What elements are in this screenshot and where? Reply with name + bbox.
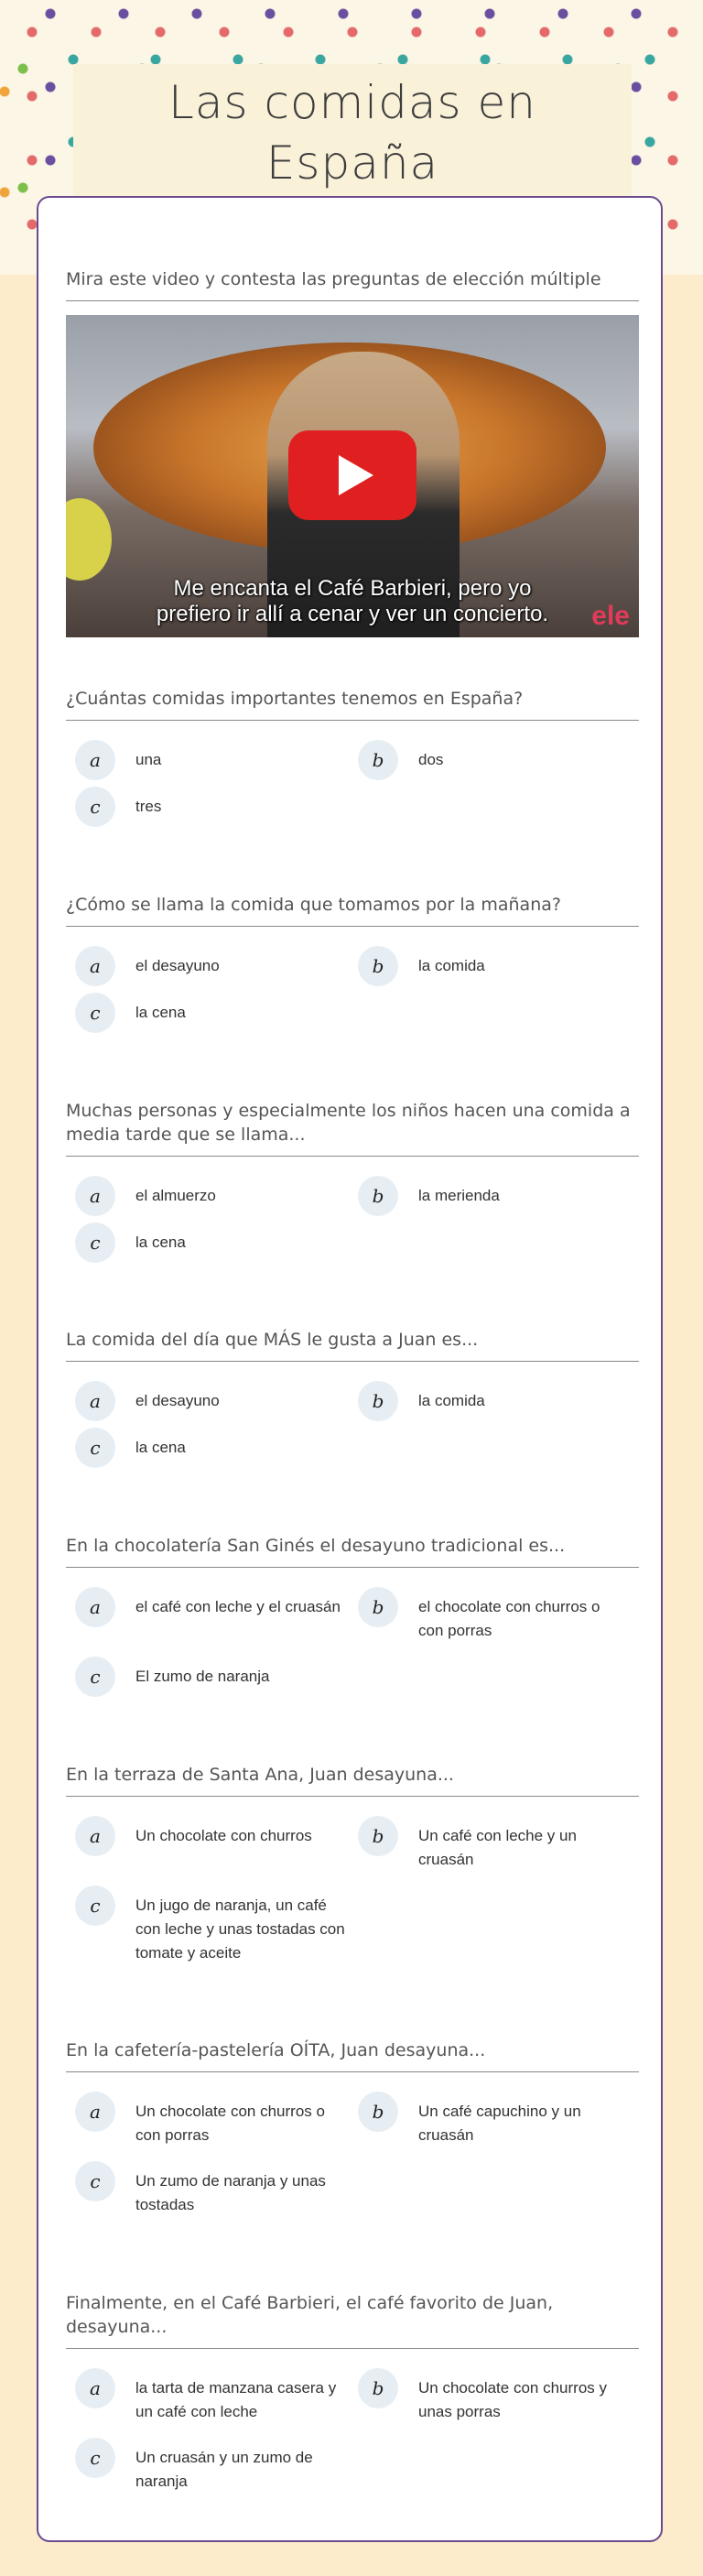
page-title: Las comidas en España: [168, 76, 536, 190]
question-text: Muchas personas y especialmente los niños hacen una comida a media tarde que se llama...: [66, 1099, 639, 1157]
question-6: [66, 1763, 639, 1962]
option-letter: c: [75, 1428, 115, 1468]
question-5: [66, 1534, 639, 1688]
option-b[interactable]: [358, 1176, 629, 1216]
video-subtitle: Me encanta el Café Barbieri, pero yo prefiero ir allí a cenar y ver un concierto.: [156, 576, 549, 626]
option-letter: a: [75, 1176, 115, 1216]
option-label: Un cruasán y un zumo de naranja: [135, 2449, 313, 2490]
option-letter: b: [358, 1176, 398, 1216]
option-label: Un chocolate con churros: [135, 1827, 312, 1844]
option-c[interactable]: [75, 993, 346, 1033]
option-label: la cena: [135, 1004, 186, 1021]
option-letter: c: [75, 2438, 115, 2478]
option-letter: a: [75, 1381, 115, 1421]
option-a[interactable]: [75, 1381, 346, 1421]
option-b[interactable]: [358, 1816, 629, 1872]
option-a[interactable]: [75, 1587, 346, 1627]
option-c[interactable]: [75, 787, 346, 827]
play-button[interactable]: [288, 430, 416, 520]
option-label: el desayuno: [135, 1392, 220, 1409]
question-4: [66, 1328, 639, 1459]
option-b[interactable]: [358, 1381, 629, 1421]
option-letter: c: [75, 1657, 115, 1697]
option-b[interactable]: [358, 2092, 629, 2147]
option-label: el café con leche y el cruasán: [135, 1598, 341, 1615]
worksheet-card: [37, 196, 663, 2542]
question-1: [66, 687, 639, 818]
option-b[interactable]: [358, 946, 629, 986]
option-label: Un chocolate con churros o con porras: [135, 2103, 325, 2144]
option-letter: a: [75, 1587, 115, 1627]
question-text: Finalmente, en el Café Barbieri, el café favorito de Juan, desayuna...: [66, 2291, 639, 2349]
option-letter: b: [358, 2092, 398, 2132]
question-text: La comida del día que MÁS le gusta a Juan es...: [66, 1328, 639, 1362]
question-2: [66, 893, 639, 1024]
option-label: dos: [418, 751, 444, 768]
option-letter: b: [358, 946, 398, 986]
option-label: Un jugo de naranja, un café con leche y unas tostadas con tomate y aceite: [135, 1897, 345, 1962]
question-text: En la terraza de Santa Ana, Juan desayuna...: [66, 1763, 639, 1797]
video-player[interactable]: [66, 315, 639, 637]
option-letter: c: [75, 1223, 115, 1263]
title-banner: [73, 64, 632, 201]
option-label: Un café con leche y un cruasán: [418, 1827, 577, 1868]
video-logo: ele: [591, 601, 630, 631]
play-icon: [339, 455, 373, 495]
option-label: el desayuno: [135, 957, 220, 974]
option-a[interactable]: [75, 946, 346, 986]
option-b[interactable]: [358, 2368, 629, 2424]
option-label: el almuerzo: [135, 1187, 216, 1204]
option-c[interactable]: [75, 2161, 346, 2217]
option-label: la merienda: [418, 1187, 500, 1204]
option-label: tres: [135, 798, 162, 815]
option-letter: a: [75, 740, 115, 780]
option-label: Un zumo de naranja y unas tostadas: [135, 2172, 326, 2213]
question-text: ¿Cuántas comidas importantes tenemos en España?: [66, 687, 639, 721]
option-label: el chocolate con churros o con porras: [418, 1598, 600, 1639]
option-c[interactable]: [75, 1223, 346, 1263]
option-c[interactable]: [75, 1428, 346, 1468]
instruction-text: Mira este video y contesta las preguntas de elección múltiple: [66, 269, 639, 301]
option-letter: c: [75, 1886, 115, 1926]
option-letter: b: [358, 2368, 398, 2408]
option-a[interactable]: [75, 2092, 346, 2147]
option-letter: b: [358, 1587, 398, 1627]
option-a[interactable]: [75, 2368, 346, 2424]
option-b[interactable]: [358, 1587, 629, 1643]
option-label: la cena: [135, 1234, 186, 1251]
option-a[interactable]: [75, 1176, 346, 1216]
question-8: [66, 2291, 639, 2490]
option-letter: c: [75, 2161, 115, 2201]
option-letter: a: [75, 2368, 115, 2408]
option-label: Un chocolate con churros y unas porras: [418, 2379, 607, 2420]
option-a[interactable]: [75, 1816, 346, 1856]
option-label: Un café capuchino y un cruasán: [418, 2103, 581, 2144]
option-letter: b: [358, 740, 398, 780]
option-label: una: [135, 751, 162, 768]
option-label: El zumo de naranja: [135, 1668, 270, 1685]
option-a[interactable]: [75, 740, 346, 780]
question-text: En la chocolatería San Ginés el desayuno tradicional es...: [66, 1534, 639, 1568]
option-label: la cena: [135, 1439, 186, 1456]
option-letter: a: [75, 2092, 115, 2132]
option-letter: b: [358, 1816, 398, 1856]
video-thumbnail-apple: [66, 498, 112, 581]
option-letter: c: [75, 993, 115, 1033]
option-letter: a: [75, 946, 115, 986]
question-text: En la cafetería-pastelería OÍTA, Juan desayuna...: [66, 2038, 639, 2072]
option-label: la comida: [418, 1392, 485, 1409]
option-letter: c: [75, 787, 115, 827]
option-letter: b: [358, 1381, 398, 1421]
option-letter: a: [75, 1816, 115, 1856]
option-label: la tarta de manzana casera y un café con leche: [135, 2379, 337, 2420]
option-c[interactable]: [75, 1657, 346, 1697]
option-c[interactable]: [75, 1886, 346, 1965]
question-7: [66, 2038, 639, 2213]
question-text: ¿Cómo se llama la comida que tomamos por la mañana?: [66, 893, 639, 927]
question-3: [66, 1099, 639, 1254]
option-c[interactable]: [75, 2438, 346, 2494]
option-label: la comida: [418, 957, 485, 974]
option-b[interactable]: [358, 740, 629, 780]
